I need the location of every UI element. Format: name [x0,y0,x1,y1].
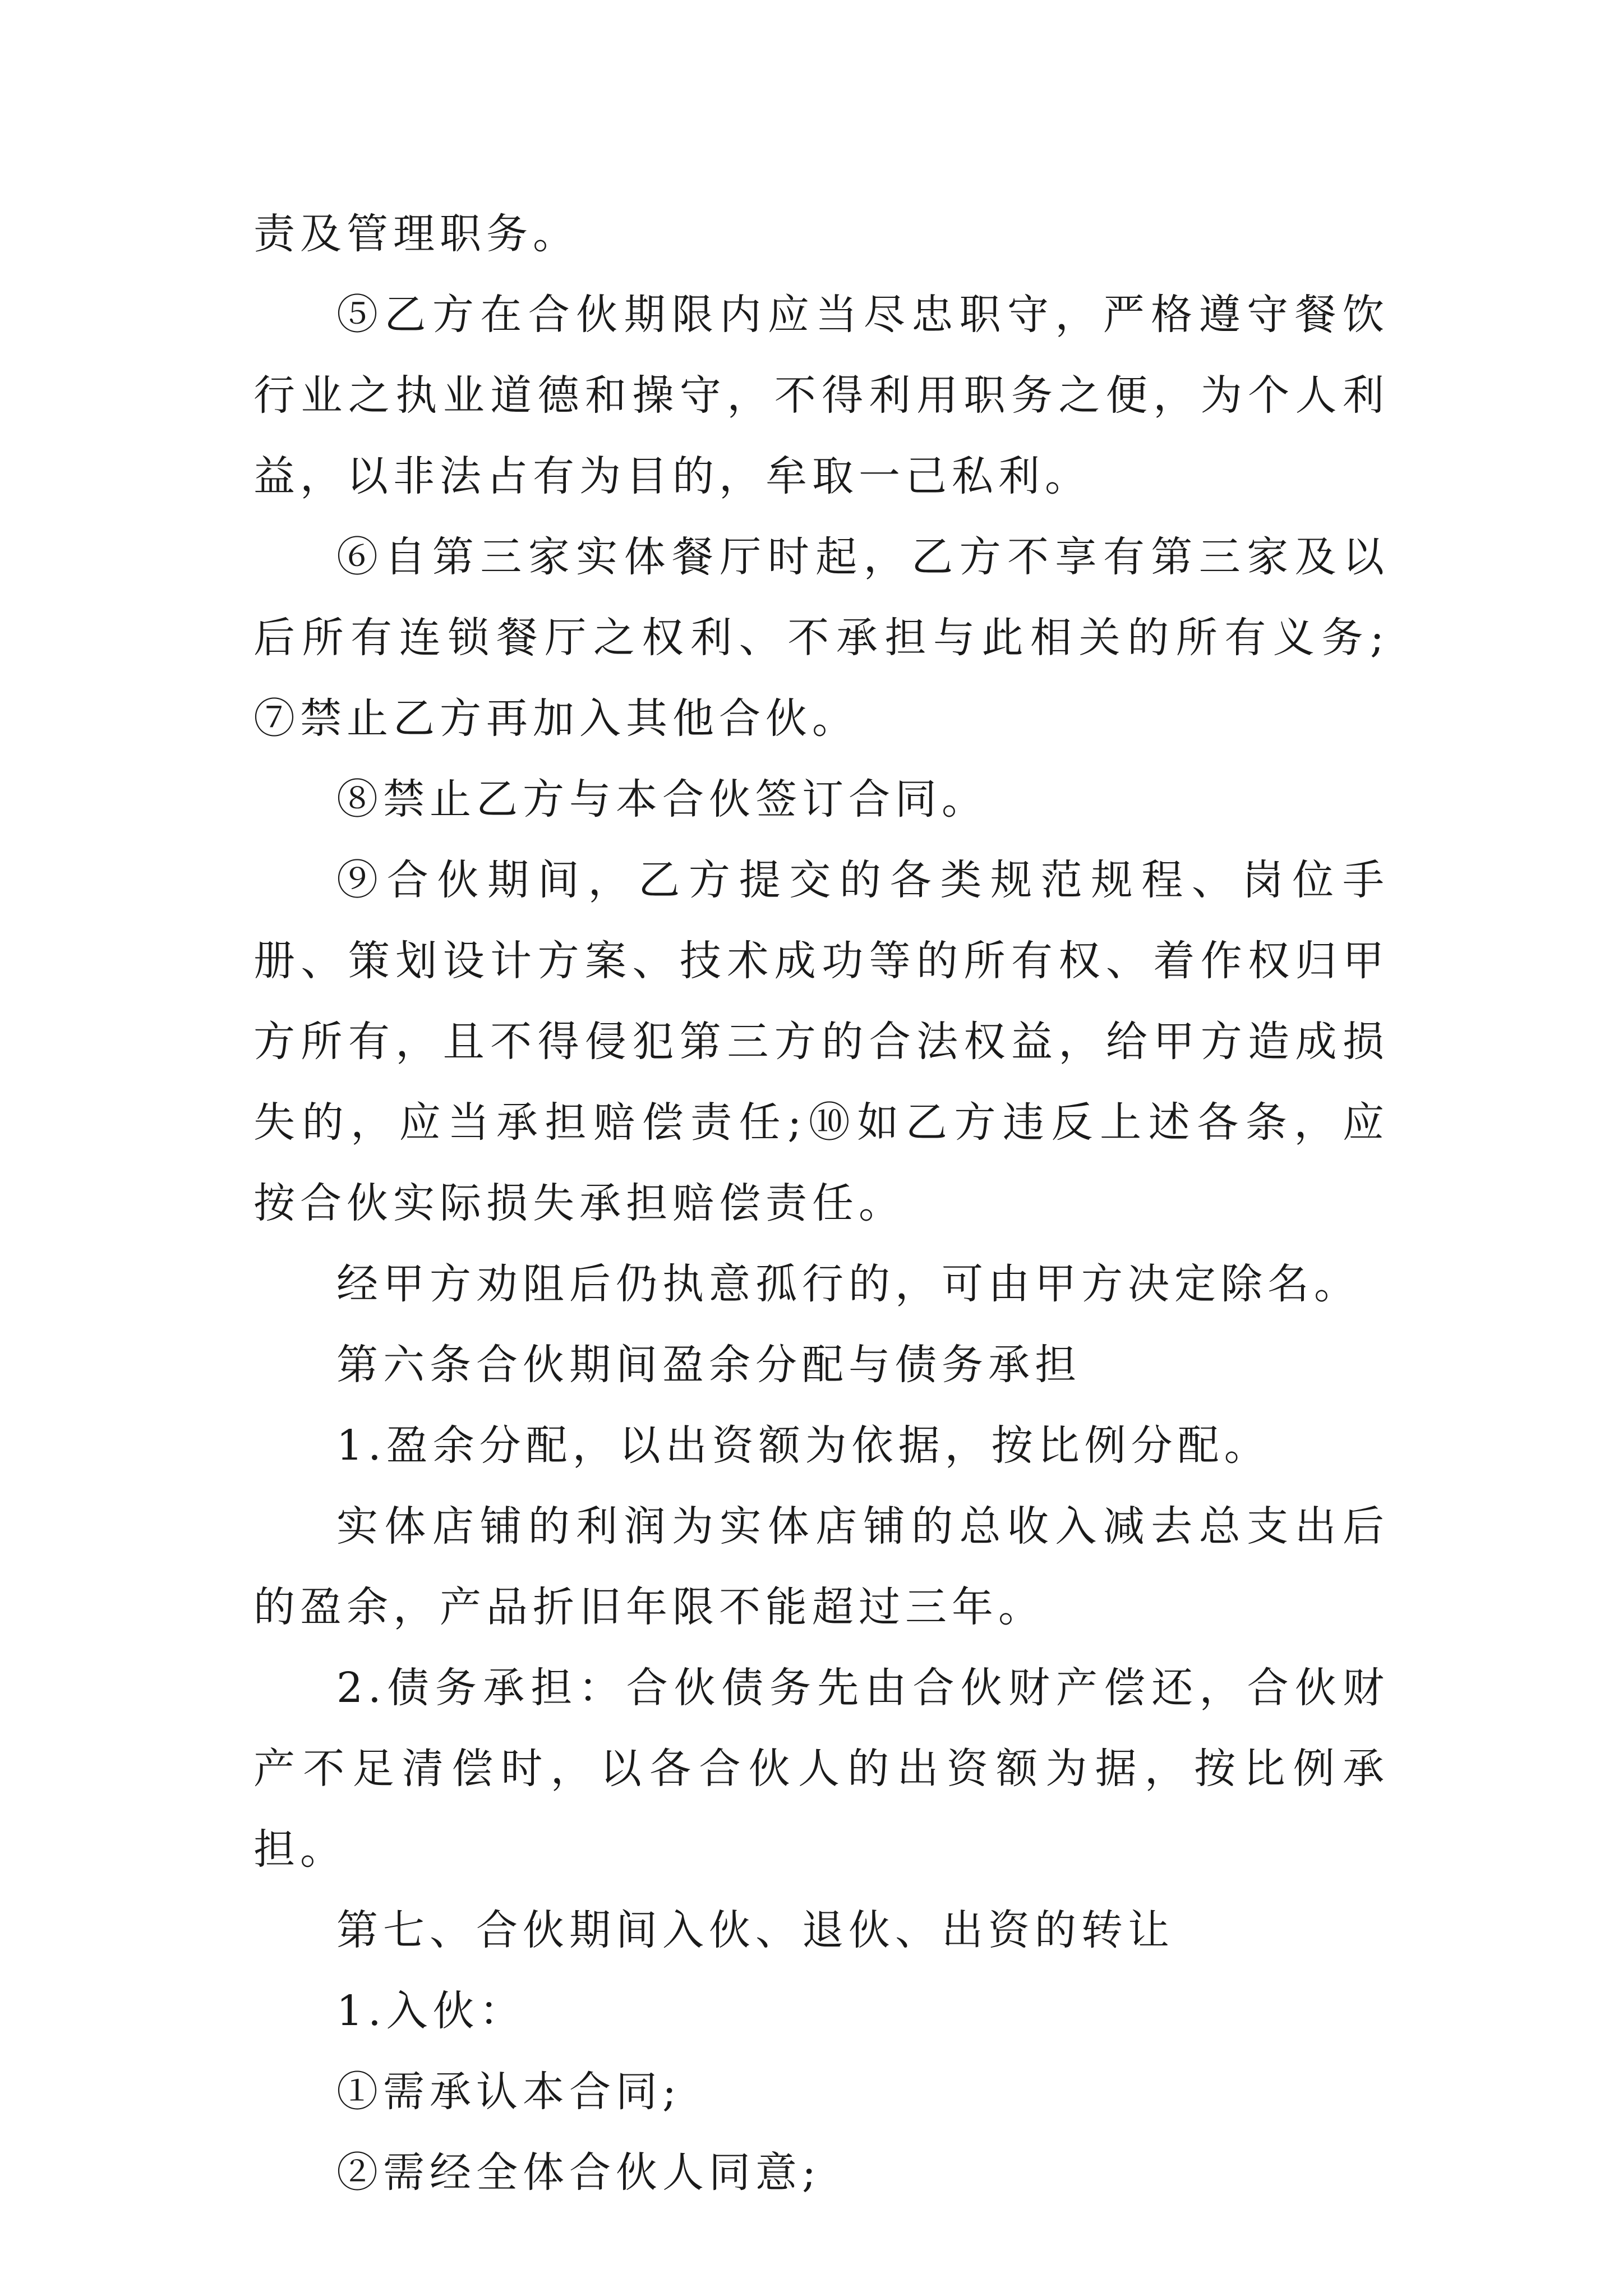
paragraph: 实体店铺的利润为实体店铺的总收入减去总支出后的盈余，产品折旧年限不能超过三年。 [253,1502,1389,1631]
paragraph: 责及管理职务。 [253,210,579,258]
list-item: 2.债务承担：合伙债务先由合伙财产偿还，合伙财产不足清偿时，以各合伙人的出资额为据，按比例承担。 [253,1664,1389,1874]
paragraph: ⑧禁止乙方与本合伙签订合同。 [336,775,988,823]
paragraph: 经甲方劝阻后仍执意孤行的，可由甲方决定除名。 [336,1260,1361,1308]
list-item: ①需承认本合同; [336,2068,681,2116]
list-item: 1.入伙： [336,1987,526,2035]
list-item: 1.盈余分配，以出资额为依据，按比例分配。 [336,1421,1271,1470]
paragraph: ⑥自第三家实体餐厅时起，乙方不享有第三家及以后所有连锁餐厅之权利、不承担与此相关的所有义务;⑦禁止乙方再加入其他合伙。 [253,533,1389,743]
document-body [253,194,1389,2213]
paragraph: ⑤乙方在合伙期限内应当尽忠职守，严格遵守餐饮行业之执业道德和操守，不得利用职务之便，为个人利益，以非法占有为目的，牟取一己私利。 [253,291,1389,500]
list-item: ②需经全体合伙人同意; [336,2148,821,2197]
paragraph: ⑨合伙期间，乙方提交的各类规范规程、岗位手册、策划设计方案、技术成功等的所有权、着作权归甲方所有，且不得侵犯第三方的合法权益，给甲方造成损失的，应当承担赔偿责任;⑩如乙方违反上述各条，应按合伙实际损失承担赔偿责任。 [253,856,1389,1227]
section-heading: 第七、合伙期间入伙、退伙、出资的转让 [336,1906,1174,1954]
section-heading: 第六条合伙期间盈余分配与债务承担 [336,1341,1081,1389]
